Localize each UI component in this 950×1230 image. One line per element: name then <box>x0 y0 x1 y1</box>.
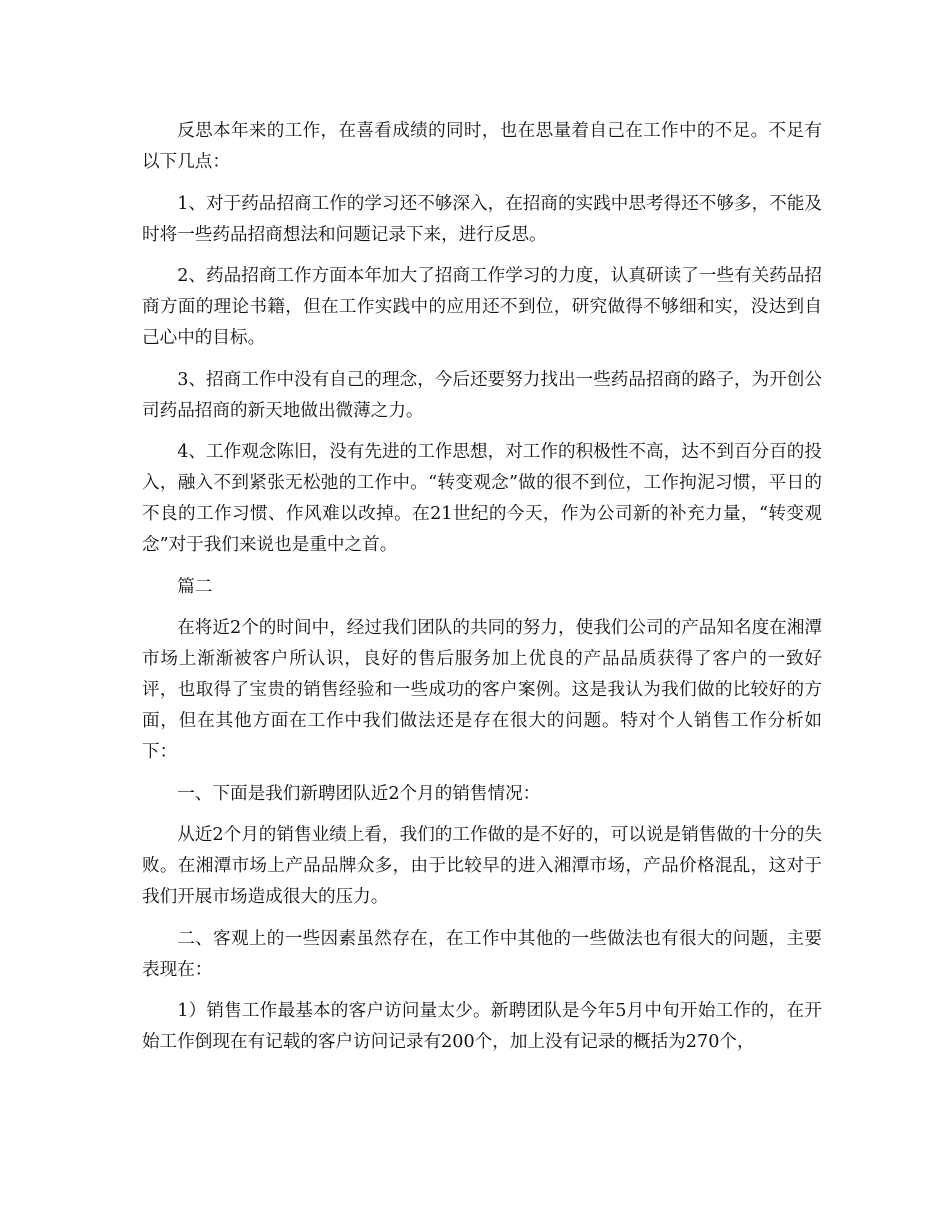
paragraph-visit-count: 1）销售工作最基本的客户访问量太少。新聘团队是今年5月中旬开始工作的，在开始工作倒现在有记载的客户访问记录有200个，加上没有记录的概括为270个， <box>142 1001 822 1052</box>
paragraph-reflection-intro: 反思本年来的工作，在喜看成绩的同时，也在思量着自己在工作中的不足。不足有以下几点： <box>142 121 822 172</box>
paragraph-section-intro: 在将近2个的时间中，经过我们团队的共同的努力，使我们公司的产品知名度在湘潭市场上渐渐被客户所认识，良好的售后服务加上优良的产品品质获得了客户的一致好评，也取得了宝贵的销售经验和一些成功的客户案例。这是我认为我们做的比较好的方面，但在其他方面在工作中我们做法还是存在很大的问题。特对个人销售工作分析如下： <box>142 618 822 762</box>
paragraph-point-1: 1、对于药品招商工作的学习还不够深入，在招商的实践中思考得还不够多，不能及时将一些药品招商想法和问题记录下来，进行反思。 <box>142 193 822 245</box>
paragraph-point-4: 4、工作观念陈旧，没有先进的工作思想，对工作的积极性不高，达不到百分百的投入，融入不到紧张无松弛的工作中。“转变观念”做的很不到位，工作拘泥习惯，平日的不良的工作习惯、作风难以改掉。在21世纪的今天，作为公司新的补充力量，“转变观念”对于我们来说也是重中之首。 <box>142 442 822 555</box>
section-heading: 篇二 <box>177 576 213 597</box>
paragraph-sales-performance: 从近2个月的销售业绩上看，我们的工作做的是不好的，可以说是销售做的十分的失败。在湘潭市场上产品品牌众多，由于比较早的进入湘潭市场，产品价格混乱，这对于我们开展市场造成很大的压力。 <box>142 825 822 907</box>
paragraph-point-2: 2、药品招商工作方面本年加大了招商工作学习的力度，认真研读了一些有关药品招商方面的理论书籍，但在工作实践中的应用还不到位，研究做得不够细和实，没达到自己心中的目标。 <box>142 266 822 348</box>
paragraph-subheading-2: 二、客观上的一些因素虽然存在，在工作中其他的一些做法也有很大的问题，主要表现在： <box>142 928 822 980</box>
paragraph-subheading-1: 一、下面是我们新聘团队近2个月的销售情况： <box>177 783 541 804</box>
document-body <box>142 116 822 1069</box>
paragraph-point-3: 3、招商工作中没有自己的理念，今后还要努力找出一些药品招商的路子，为开创公司药品招商的新天地做出微薄之力。 <box>142 369 822 421</box>
